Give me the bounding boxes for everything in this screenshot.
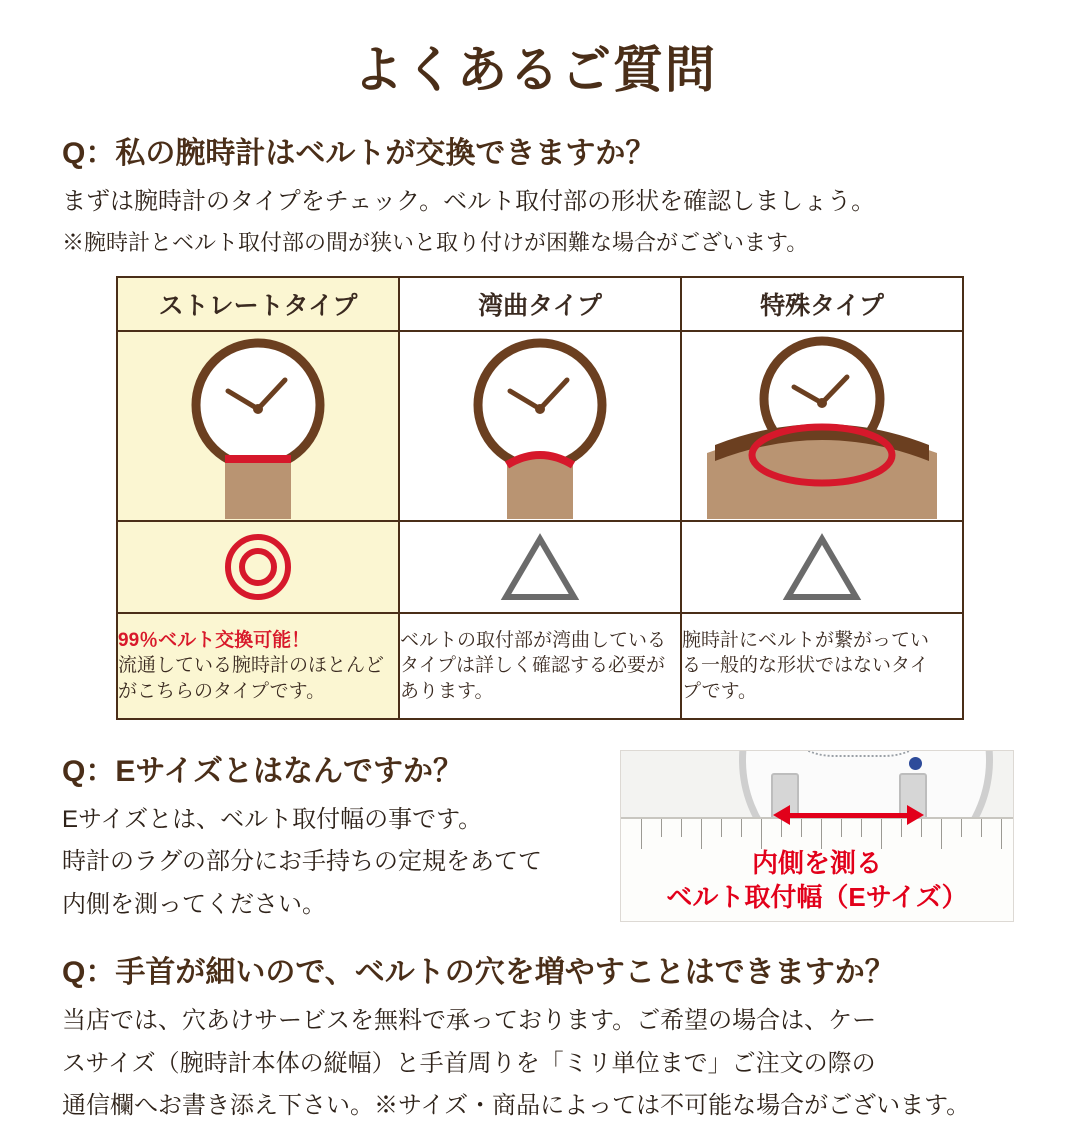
description-special: [681, 613, 963, 719]
esize-measure-photo: [620, 750, 1014, 922]
faq-answer-2-line-2: 時計のラグの部分にお手持ちの定規をあてて: [62, 848, 542, 876]
description-curved-line-1: ベルトの取付部が湾曲している: [400, 629, 667, 651]
table-mark-row: [117, 521, 963, 613]
measure-arrow-right: [907, 805, 924, 825]
faq-block-3: [56, 947, 1014, 1124]
faq-answer-1-line-1: まずは腕時計のタイプをチェック。ベルト取付部の形状を確認しましょう。: [62, 188, 876, 215]
description-straight: [117, 613, 399, 719]
measure-arrow-left: [773, 805, 790, 825]
faq-answer-1-line-2: ※腕時計とベルト取付部の間が狭いと取り付けが困難な場合がございます。: [62, 230, 809, 256]
curved-watch-icon: [415, 333, 665, 519]
faq-question-3: Q：手首が細いので、ベルトの穴を増やすことはできますか？: [62, 956, 895, 990]
triangle-icon: [500, 531, 580, 603]
faq-answer-3-line-1: 当店では、穴あけサービスを無料で承っております。ご希望の場合は、ケー: [62, 1007, 877, 1035]
table-illustration-row: [117, 331, 963, 521]
esize-section: [56, 746, 1014, 929]
description-special-line-2: る一般的な形状ではないタイ: [682, 655, 929, 677]
special-watch-icon: [697, 333, 947, 519]
photo-dial-marker: [909, 757, 922, 770]
faq-page: [0, 30, 1070, 1120]
mark-curved: [399, 521, 681, 613]
mark-straight: [117, 521, 399, 613]
straight-watch-icon: [133, 333, 383, 519]
mark-special: [681, 521, 963, 613]
triangle-icon: [782, 531, 862, 603]
watch-type-table: [116, 276, 964, 720]
faq-answer-2-line-3: 内側を測ってください。: [62, 890, 326, 918]
photo-caption-line-1: 内側を測る: [751, 847, 882, 878]
description-straight-highlight: 99％ベルト交換可能！: [118, 629, 311, 651]
description-curved-line-3: あります。: [400, 680, 494, 702]
watch-illustration-straight: [117, 331, 399, 521]
description-special-line-3: プです。: [682, 680, 758, 702]
table-description-row: [117, 613, 963, 719]
esize-text-block: [56, 746, 616, 929]
table-header-straight: ストレートタイプ: [117, 277, 399, 331]
photo-caption-line-2: ベルト取付幅（Eサイズ）: [666, 881, 968, 912]
description-curved: [399, 613, 681, 719]
table-header-special: 特殊タイプ: [681, 277, 963, 331]
watch-illustration-curved: [399, 331, 681, 521]
faq-question-2: Q：Eサイズとはなんですか？: [62, 754, 463, 788]
description-curved-line-2: タイプは詳しく確認する必要が: [400, 655, 666, 677]
measure-arrow-line: [789, 813, 907, 818]
watch-illustration-special: [681, 331, 963, 521]
faq-question-1: Q：私の腕時計はベルトが交換できますか？: [62, 137, 656, 170]
double-circle-icon: [218, 531, 298, 603]
table-header-row: [117, 277, 963, 331]
description-straight-line-1: 流通している腕時計のほとんど: [118, 655, 385, 677]
description-straight-line-2: がこちらのタイプです。: [118, 680, 326, 702]
faq-answer-3-line-2: スサイズ（腕時計本体の縦幅）と手首周りを「ミリ単位まで」ご注文の際の: [62, 1049, 876, 1077]
faq-answer-2-line-1: Eサイズとは、ベルト取付幅の事です。: [62, 805, 483, 833]
description-special-line-1: 腕時計にベルトが繋がってい: [682, 629, 930, 651]
table-header-curved: 湾曲タイプ: [399, 277, 681, 331]
faq-answer-3-line-3: 通信欄へお書き添え下さい。※サイズ・商品によっては不可能な場合がございます。: [62, 1092, 971, 1120]
page-title: よくあるご質問: [353, 42, 717, 98]
